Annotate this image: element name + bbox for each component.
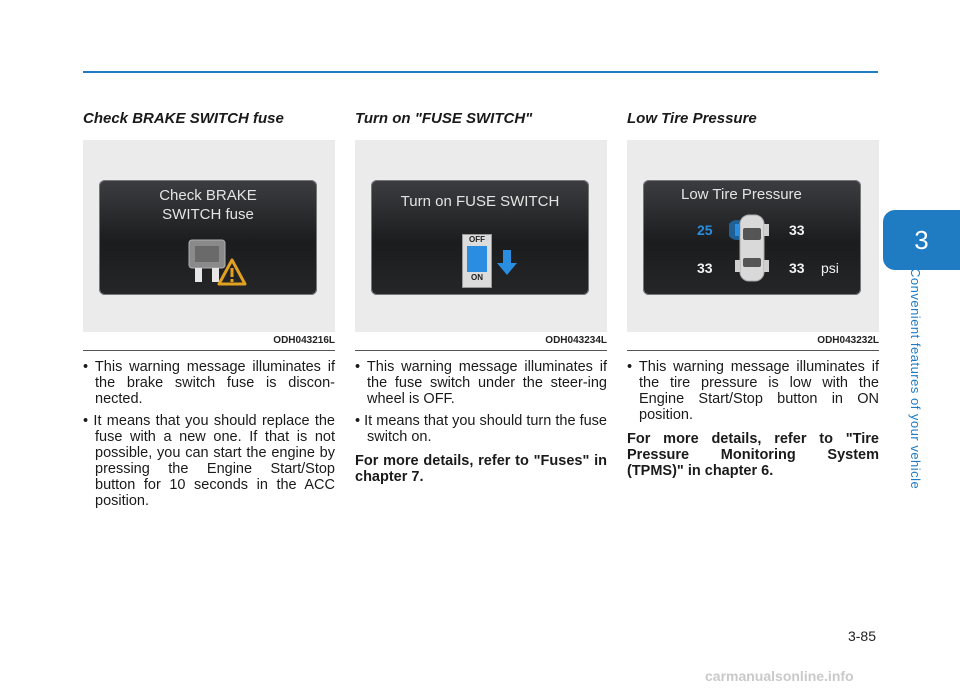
arrow-down-icon	[497, 250, 517, 276]
image-code: ODH043216L	[273, 335, 335, 346]
tire-front-right: 33	[789, 222, 805, 238]
side-chapter-title: Convenient features of your vehicle	[908, 268, 923, 490]
figure-low-tire	[627, 140, 879, 332]
code-rule	[627, 350, 879, 351]
code-rule	[355, 350, 607, 351]
pressure-unit: psi	[821, 260, 839, 276]
switch-off-label: OFF	[469, 235, 485, 244]
section-heading: Turn on "FUSE SWITCH"	[355, 110, 533, 127]
cluster-display	[371, 180, 589, 295]
display-title: Check BRAKE SWITCH fuse	[159, 187, 257, 223]
switch-slider	[467, 246, 487, 272]
bullet-list	[83, 359, 335, 509]
bullet-item: • This warning message illuminates if the fuse switch under the steer-ing wheel is OFF.	[355, 359, 607, 407]
tire-front-left: 25	[697, 222, 713, 238]
figure-fuse-switch	[355, 140, 607, 332]
switch-on-label: ON	[471, 273, 483, 282]
page-number: 3-85	[847, 628, 876, 644]
header-rule	[83, 71, 878, 73]
bullet-item: • It means that you should turn the fuse switch on.	[355, 413, 607, 445]
reference-note: For more details, refer to "Fuses" in chapter 7.	[355, 453, 607, 485]
figure-brake-switch	[83, 140, 335, 332]
bullet-list	[627, 359, 879, 423]
section-brake-switch	[83, 110, 335, 515]
bullet-list	[355, 359, 607, 445]
tire-rear-left: 33	[697, 260, 713, 276]
section-fuse-switch	[355, 110, 607, 485]
display-title: Low Tire Pressure	[681, 186, 802, 203]
section-heading: Check BRAKE SWITCH fuse	[83, 110, 284, 127]
warning-icon	[217, 258, 247, 286]
image-code: ODH043234L	[545, 335, 607, 346]
chapter-tab: 3	[883, 210, 960, 270]
bullet-item: • It means that you should replace the fuse with a new one. If that is not possible, you can start the engine by pressing the Engine Start/Stop button for 10 seconds in the ACC position.	[83, 413, 335, 509]
image-code: ODH043232L	[817, 335, 879, 346]
watermark: carmanualsonline.info	[705, 668, 854, 684]
fuse-switch-graphic	[462, 234, 492, 288]
cluster-display	[643, 180, 861, 295]
car-top-view-icon	[729, 212, 775, 284]
section-heading: Low Tire Pressure	[627, 110, 757, 127]
tire-rear-right: 33	[789, 260, 805, 276]
bullet-item: • This warning message illuminates if the brake switch fuse is discon-nected.	[83, 359, 335, 407]
cluster-display	[99, 180, 317, 295]
bullet-item: • This warning message illuminates if the tire pressure is low with the Engine Start/Stop button in ON position.	[627, 359, 879, 423]
section-low-tire	[627, 110, 879, 479]
display-title: Turn on FUSE SWITCH	[400, 193, 560, 210]
code-rule	[83, 350, 335, 351]
reference-note: For more details, refer to "Tire Pressure Monitoring System (TPMS)" in chapter 6.	[627, 431, 879, 479]
